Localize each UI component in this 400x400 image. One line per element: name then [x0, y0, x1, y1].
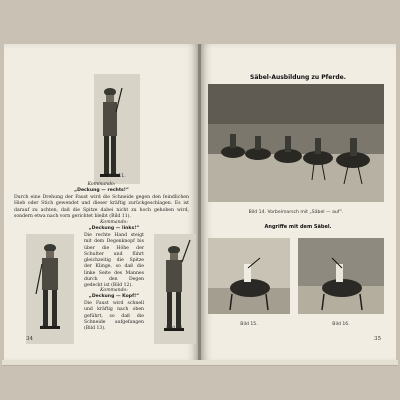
page-number-right: 35 [374, 336, 381, 342]
rider-image-15 [208, 238, 290, 314]
photo-cavalry-parade [208, 84, 384, 202]
page-edge [2, 360, 398, 366]
figure-14-caption: Bild 14. Vorbeimarsch mit „Säbel — auf“. [248, 210, 344, 215]
command-block-2 [84, 220, 144, 232]
command-label: Kommando: [100, 220, 128, 225]
left-page [4, 44, 199, 362]
soldier-figure-11 [94, 74, 140, 184]
page-number-left: 34 [26, 336, 33, 342]
photo-rider-attack-2 [298, 238, 384, 314]
command-block-1 [14, 182, 189, 194]
section-heading: Säbel-Ausbildung zu Pferde. [250, 74, 346, 81]
book-gutter [198, 44, 201, 362]
paragraph-right-guard: Durch eine Drehung der Faust wird die Schneide gegen den feindlichen Hieb oder Stich gewendet und dieser kräftig zurückgeschlagen. Es ist darauf zu achten, daß die Spitze dabei nicht zu hoch gehoben wird, sondern etwa nach vorn gerichtet bleibt (Bild 11). [14, 195, 189, 219]
rider-image-16 [298, 238, 384, 314]
figure-13-caption: Bild 13. [166, 326, 184, 331]
command-text: „Deckung — links!“ [88, 226, 140, 231]
subheading: Angriffe mit dem Säbel. [264, 224, 332, 230]
cavalry-column-image [208, 84, 384, 202]
figure-11-caption: Bild 11. [108, 174, 126, 179]
command-text: „Deckung — rechts!“ [74, 188, 129, 193]
command-label: Kommando: [87, 182, 116, 187]
paragraph-left-guard: Die rechte Hand steigt mit dem Degenknopf bis über die Höhe der Schulter und führt gleichzeitig die Spitze der Klinge, so daß die linke Seite des Mannes durch den Degen gedeckt ist (Bild 12). [84, 233, 144, 289]
photo-soldier-right-guard [94, 74, 140, 184]
figure-16-caption: Bild 16. [332, 322, 350, 327]
figure-12-caption: Bild 12. [41, 326, 59, 331]
command-block-3 [84, 288, 144, 300]
paragraph-head-guard: Die Faust wird schnell und kräftig nach oben geführt, so daß die Schneide aufgefangen (Bild 13). [84, 301, 144, 332]
figure-15-caption: Bild 15. [240, 322, 258, 327]
command-text: „Deckung — Kopf!“ [88, 294, 140, 299]
photo-rider-attack-1 [208, 238, 290, 314]
right-page [200, 44, 396, 362]
command-label: Kommando: [100, 288, 128, 293]
